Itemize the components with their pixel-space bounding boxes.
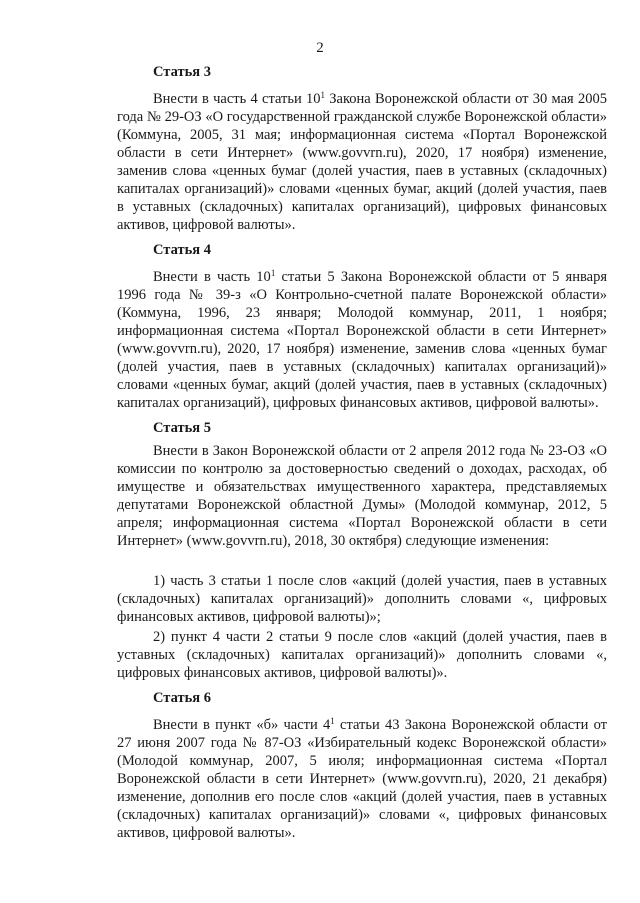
article-6 [117,688,607,842]
article-3 [117,62,607,234]
article-4 [117,240,607,412]
article-paragraph: Внести в часть $10^1$ статьи 5 Закона Воронежской области от 5 января 1996 года № 39-з «О Контрольно-счетной палате Воронежской области» (Коммуна, 1996, 23 января; Молодой коммунар, 2011, 1 ноября; информационная система «Портал Воронежской области в сети Интернет» (www.govvrn.ru), 2020, 17 ноября) изменение, заменив слова «ценных бумаг (долей участия, паев в уставных (складочных) капиталах организаций)» словами «ценных бумаг, акций (долей участия, паев в уставных (складочных) капиталах организаций), цифровых финансовых активов, цифровой валюты». [117,268,607,411]
article-paragraph: Внести в пункт «б» части $4^1$ статьи 43 Закона Воронежской области от 27 июня 2007 года № 87-ОЗ «Избирательный кодекс Воронежской области» (Молодой коммунар, 2007, 5 июля; информационная система «Портал Воронежской области в сети Интернет» (www.govvrn.ru), 2020, 21 декабря) изменение, дополнив его после слов «акций (долей участия, паев в уставных (складочных) капиталах организаций)» словами «, цифровых финансовых активов, цифровой валюты». [117,716,607,841]
page-number: 2 [316,40,324,56]
document-body [117,62,607,848]
article-paragraph: Внести в часть 4 статьи $10^1$ Закона Воронежской области от 30 мая 2005 года № 29-ОЗ «О государственной гражданской службе Воронежской области» (Коммуна, 2005, 31 мая; информационная система «Портал Воронежской области в сети Интернет» (www.govvrn.ru), 2020, 17 ноября) изменение, заменив слова «ценных бумаг (долей участия, паев в уставных (складочных) капиталах организаций)» словами «ценных бумаг, акций (долей участия, паев в уставных (складочных) капиталах организаций), цифровых финансовых активов, цифровой валюты». [117,90,607,233]
article-heading: Статья 4 [153,242,211,258]
article-5 [117,418,607,682]
article-heading: Статья 5 [153,420,211,436]
list-item: 2) пункт 4 части 2 статьи 9 после слов «акций (долей участия, паев в уставных (складочных) капиталах организаций)» дополнить словами «, цифровых финансовых активов, цифровой валюты)». [117,629,607,681]
article-heading: Статья 6 [153,690,211,706]
article-paragraph: Внести в Закон Воронежской области от 2 апреля 2012 года № 23-ОЗ «О комиссии по контролю за достоверностью сведений о доходах, расходах, об имуществе и обязательствах имущественного характера, представляемых депутатами Воронежской областной Думы» (Молодой коммунар, 2012, 5 апреля; информационная система «Портал Воронежской области в сети Интернет» (www.govvrn.ru), 2018, 30 октября) следующие изменения: [117,443,607,549]
article-heading: Статья 3 [153,64,211,80]
list-item: 1) часть 3 статьи 1 после слов «акций (долей участия, паев в уставных (складочных) капиталах организаций)» дополнить словами «, цифровых финансовых активов, цифровой валюты)»; [117,573,607,625]
